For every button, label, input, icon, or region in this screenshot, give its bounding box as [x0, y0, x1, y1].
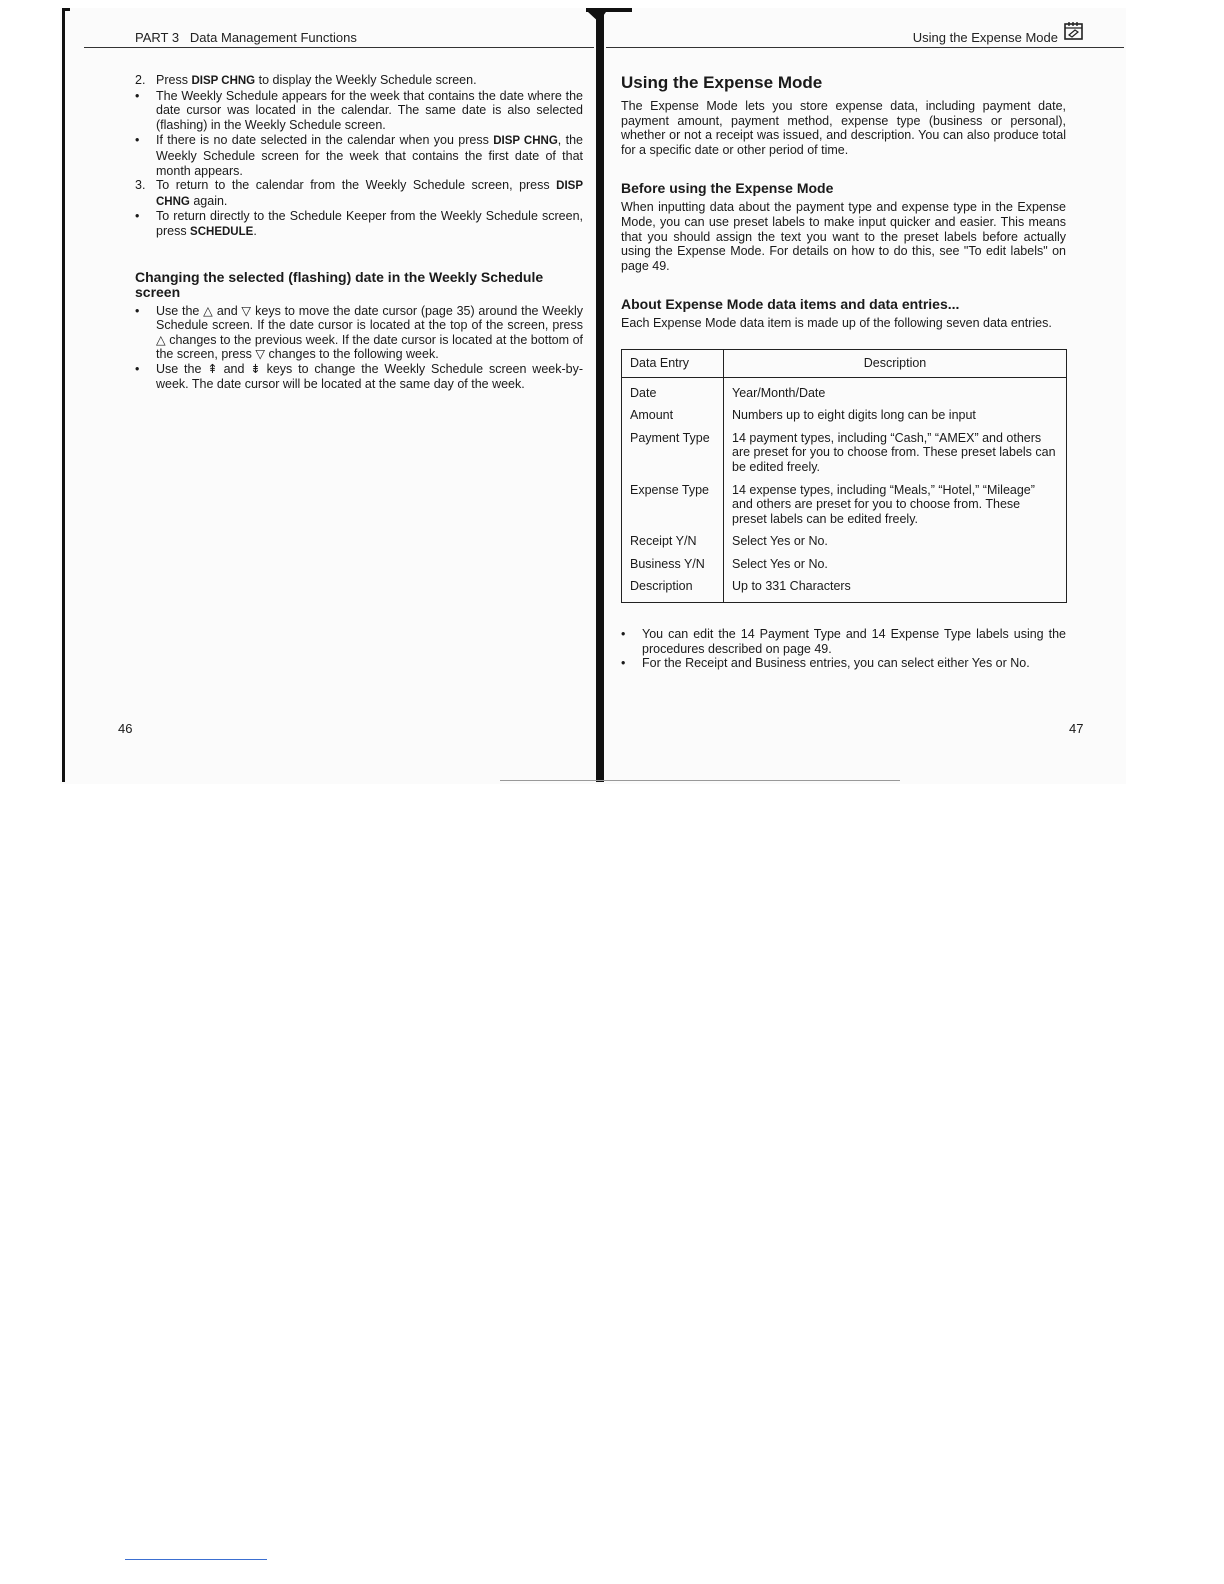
data-entry-table	[621, 349, 1067, 603]
table-header-cell: Description	[724, 349, 1067, 377]
table-row	[622, 575, 1067, 602]
table-header-cell: Data Entry	[622, 349, 724, 377]
section-before-using	[621, 181, 1066, 273]
list-item: • The Weekly Schedule appears for the week that contains the date where the date cursor was located in the calendar. The same date is also selected (flashing) in the Weekly Schedule screen.	[135, 88, 583, 132]
list-item: • If there is no date selected in the calendar when you press DISP CHNG, the Weekly Schedule screen for the week that contains the first date of that month appears.	[135, 133, 583, 178]
page-number: 47	[1069, 721, 1084, 736]
section-paragraph: Each Expense Mode data item is made up of the following seven data entries.	[621, 316, 1052, 331]
section-heading: About Expense Mode data items and data entries...	[621, 296, 960, 313]
list-item: • You can edit the 14 Payment Type and 14 Expense Type labels using the procedures described on page 49.	[621, 627, 1066, 656]
list-item: 2. Press DISP CHNG to display the Weekly Schedule screen.	[135, 73, 477, 87]
key-label: DISP CHNG	[493, 135, 558, 148]
left-page-column	[135, 73, 583, 391]
section-paragraph: When inputting data about the payment type and expense type in the Expense Mode, you can use preset labels to make input quicker and easier. This means that you should assign the text you want to the preset labels before actually using the Expense Mode. For details on how to do this, see "To edit labels" on page 49.	[621, 200, 1066, 273]
list-marker: 2.	[135, 73, 146, 87]
notebook-icon	[1063, 22, 1085, 42]
key-label: DISP CHNG	[156, 180, 583, 208]
right-running-header: Using the Expense Mode	[912, 30, 1058, 45]
notes-list	[621, 627, 1066, 671]
key-label: SCHEDULE	[190, 225, 254, 238]
table-row	[622, 377, 1067, 404]
table-cell: Amount	[622, 404, 724, 427]
list-marker: •	[621, 627, 626, 642]
right-header-rule	[606, 47, 1124, 48]
table-cell: Receipt Y/N	[622, 530, 724, 553]
list-marker: 3.	[135, 178, 146, 193]
table-cell: Payment Type	[622, 427, 724, 479]
table-cell: 14 payment types, including “Cash,” “AMEX” and others are preset for you to choose from. These preset labels can be edited freely.	[732, 430, 1056, 474]
list-marker: •	[135, 303, 140, 318]
right-page-column	[621, 73, 1066, 671]
page-corner-mark	[62, 8, 70, 11]
page-title: Using the Expense Mode	[621, 73, 823, 92]
table-cell: Business Y/N	[622, 553, 724, 576]
list-item: • To return directly to the Schedule Keeper from the Weekly Schedule screen, press SCHEDULE.	[135, 209, 583, 238]
binding-spine-cap	[586, 8, 632, 12]
table-row	[622, 530, 1067, 553]
list-marker: •	[135, 209, 140, 224]
left-header-rule	[84, 47, 594, 48]
section-heading: Before using the Expense Mode	[621, 180, 834, 197]
page-left-edge	[62, 8, 65, 782]
table-row	[622, 427, 1067, 479]
list-marker: •	[135, 133, 140, 148]
table-row	[622, 479, 1067, 531]
table-cell: Description	[622, 575, 724, 602]
list-item: • For the Receipt and Business entries, you can select either Yes or No.	[621, 656, 1030, 671]
bottom-rule	[500, 780, 900, 781]
list-marker: •	[135, 361, 140, 376]
list-marker: •	[621, 656, 626, 671]
section-data-items	[621, 297, 1066, 331]
table-row	[622, 553, 1067, 576]
table-cell: Select Yes or No.	[732, 534, 828, 549]
table-cell: Date	[622, 377, 724, 404]
table-header-row	[622, 349, 1067, 377]
table-cell: Year/Month/Date	[732, 385, 826, 400]
table-cell: Expense Type	[622, 479, 724, 531]
key-label: DISP CHNG	[191, 75, 256, 87]
table-cell: 14 expense types, including “Meals,” “Hotel,” “Mileage” and others are preset for you to choose from. These preset labels can be edited freely.	[732, 482, 1035, 526]
list-item: • Use the △ and ▽ keys to move the date cursor (page 35) around the Weekly Schedule screen. If the date cursor is located at the top of the screen, press △ changes to the previous week. If the date cursor is located at the bottom of the screen, press ▽ changes to the following week.	[135, 303, 583, 362]
intro-paragraph: The Expense Mode lets you store expense data, including payment date, payment amount, payment method, expense type (business or personal), whether or not a receipt was issued, and description. You can also produce total for a specific date or other period of time.	[621, 99, 1066, 157]
table-row	[622, 404, 1067, 427]
left-running-header: PART 3 Data Management Functions	[135, 30, 357, 45]
list-item: 3. To return to the calendar from the Weekly Schedule screen, press DISP CHNG again.	[135, 178, 583, 208]
footnote-rule	[125, 1559, 267, 1560]
binding-spine	[596, 12, 604, 782]
list-marker: •	[135, 88, 140, 103]
page-number: 46	[118, 721, 133, 736]
list-item: • Use the ⇞ and ⇟ keys to change the Weekly Schedule screen week-by-week. The date cursor will be located at the same day of the week.	[135, 361, 583, 391]
table-cell: Select Yes or No.	[732, 556, 828, 571]
table-cell: Numbers up to eight digits long can be input	[732, 408, 976, 423]
section-heading: Changing the selected (flashing) date in the Weekly Schedule screen	[135, 268, 544, 300]
table-cell: Up to 331 Characters	[732, 579, 851, 594]
